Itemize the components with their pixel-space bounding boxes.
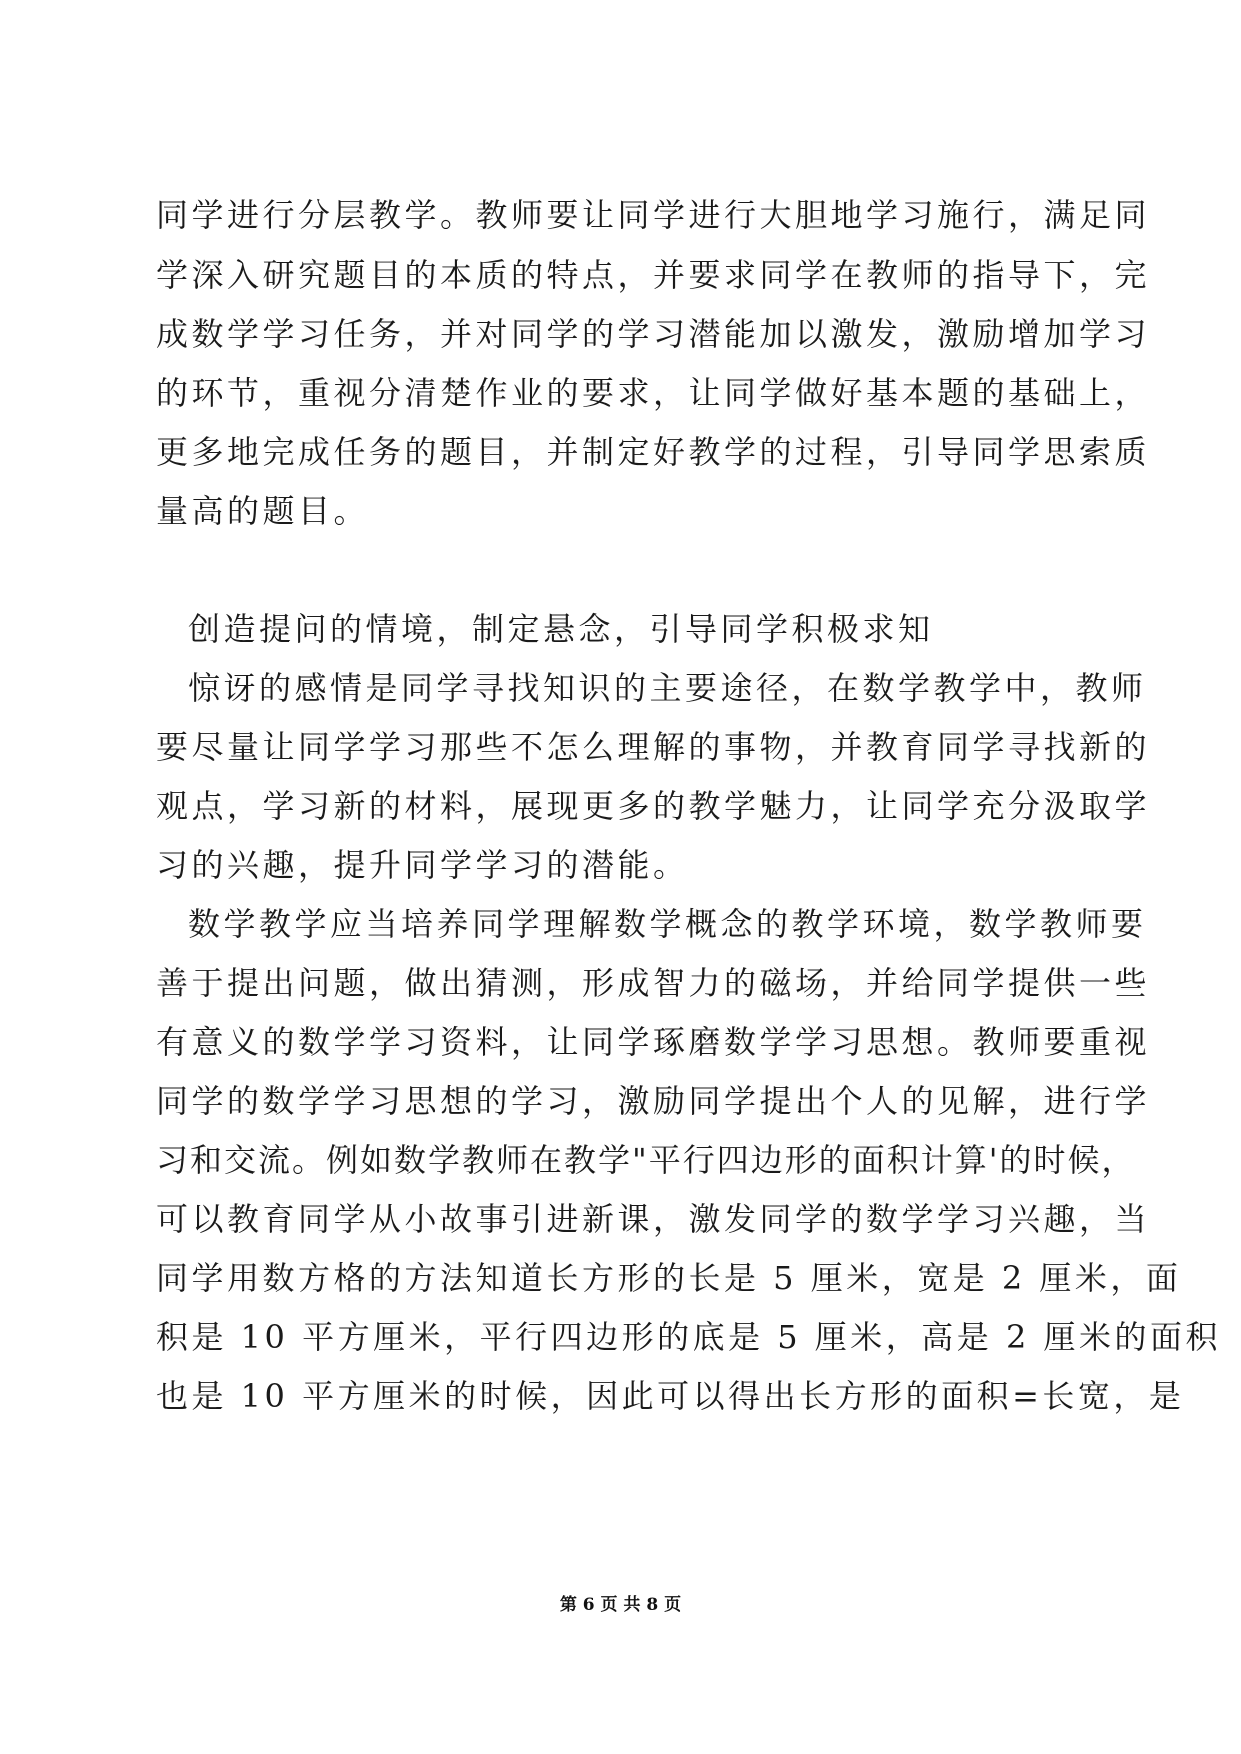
paragraph-3-line-7: 同学用数方格的方法知道长方形的长是 5 厘米，宽是 2 厘米，面 [156, 1259, 1182, 1297]
paragraph-3-line-6: 可以教育同学从小故事引进新课，激发同学的数学学习兴趣，当 [156, 1200, 1151, 1238]
paragraph-1-line-1: 同学进行分层教学。教师要让同学进行大胆地学习施行，满足同 [156, 196, 1151, 234]
paragraph-2-line-1: 惊讶的感情是同学寻找知识的主要途径，在数学教学中，教师 [188, 669, 1147, 707]
paragraph-3-line-1: 数学教学应当培养同学理解数学概念的教学环境，数学教师要 [188, 905, 1147, 943]
paragraph-1-line-4: 的环节，重视分清楚作业的要求，让同学做好基本题的基础上， [156, 374, 1151, 412]
paragraph-1-line-3: 成数学学习任务，并对同学的学习潜能加以激发，激励增加学习 [156, 315, 1151, 353]
paragraph-3-line-2: 善于提出问题，做出猜测，形成智力的磁场，并给同学提供一些 [156, 964, 1151, 1002]
paragraph-3-line-8: 积是 10 平方厘米，平行四边形的底是 5 厘米，高是 2 厘米的面积 [156, 1318, 1221, 1356]
paragraph-2-line-2: 要尽量让同学学习那些不怎么理解的事物，并教育同学寻找新的 [156, 728, 1151, 766]
paragraph-3-line-4: 同学的数学学习思想的学习，激励同学提出个人的见解，进行学 [156, 1082, 1151, 1120]
paragraph-3-line-9: 也是 10 平方厘米的时候，因此可以得出长方形的面积=长宽，是 [156, 1377, 1185, 1415]
paragraph-3-line-5: 习和交流。例如数学教师在教学"平行四边形的面积计算'的时候， [156, 1141, 1136, 1179]
paragraph-1-line-2: 学深入研究题目的本质的特点，并要求同学在教师的指导下，完 [156, 256, 1151, 294]
paragraph-2-line-3: 观点，学习新的材料，展现更多的教学魅力，让同学充分汲取学 [156, 787, 1151, 825]
page-number-footer: 第 6 页 共 8 页 [559, 1595, 682, 1615]
paragraph-1-line-6: 量高的题目。 [156, 492, 370, 530]
paragraph-1-line-5: 更多地完成任务的题目，并制定好教学的过程，引导同学思索质 [156, 433, 1151, 471]
paragraph-2-line-4: 习的兴趣，提升同学学习的潜能。 [156, 846, 689, 884]
section-heading: 创造提问的情境，制定悬念，引导同学积极求知 [188, 610, 934, 648]
paragraph-3-line-3: 有意义的数学学习资料，让同学琢磨数学学习思想。教师要重视 [156, 1023, 1151, 1061]
